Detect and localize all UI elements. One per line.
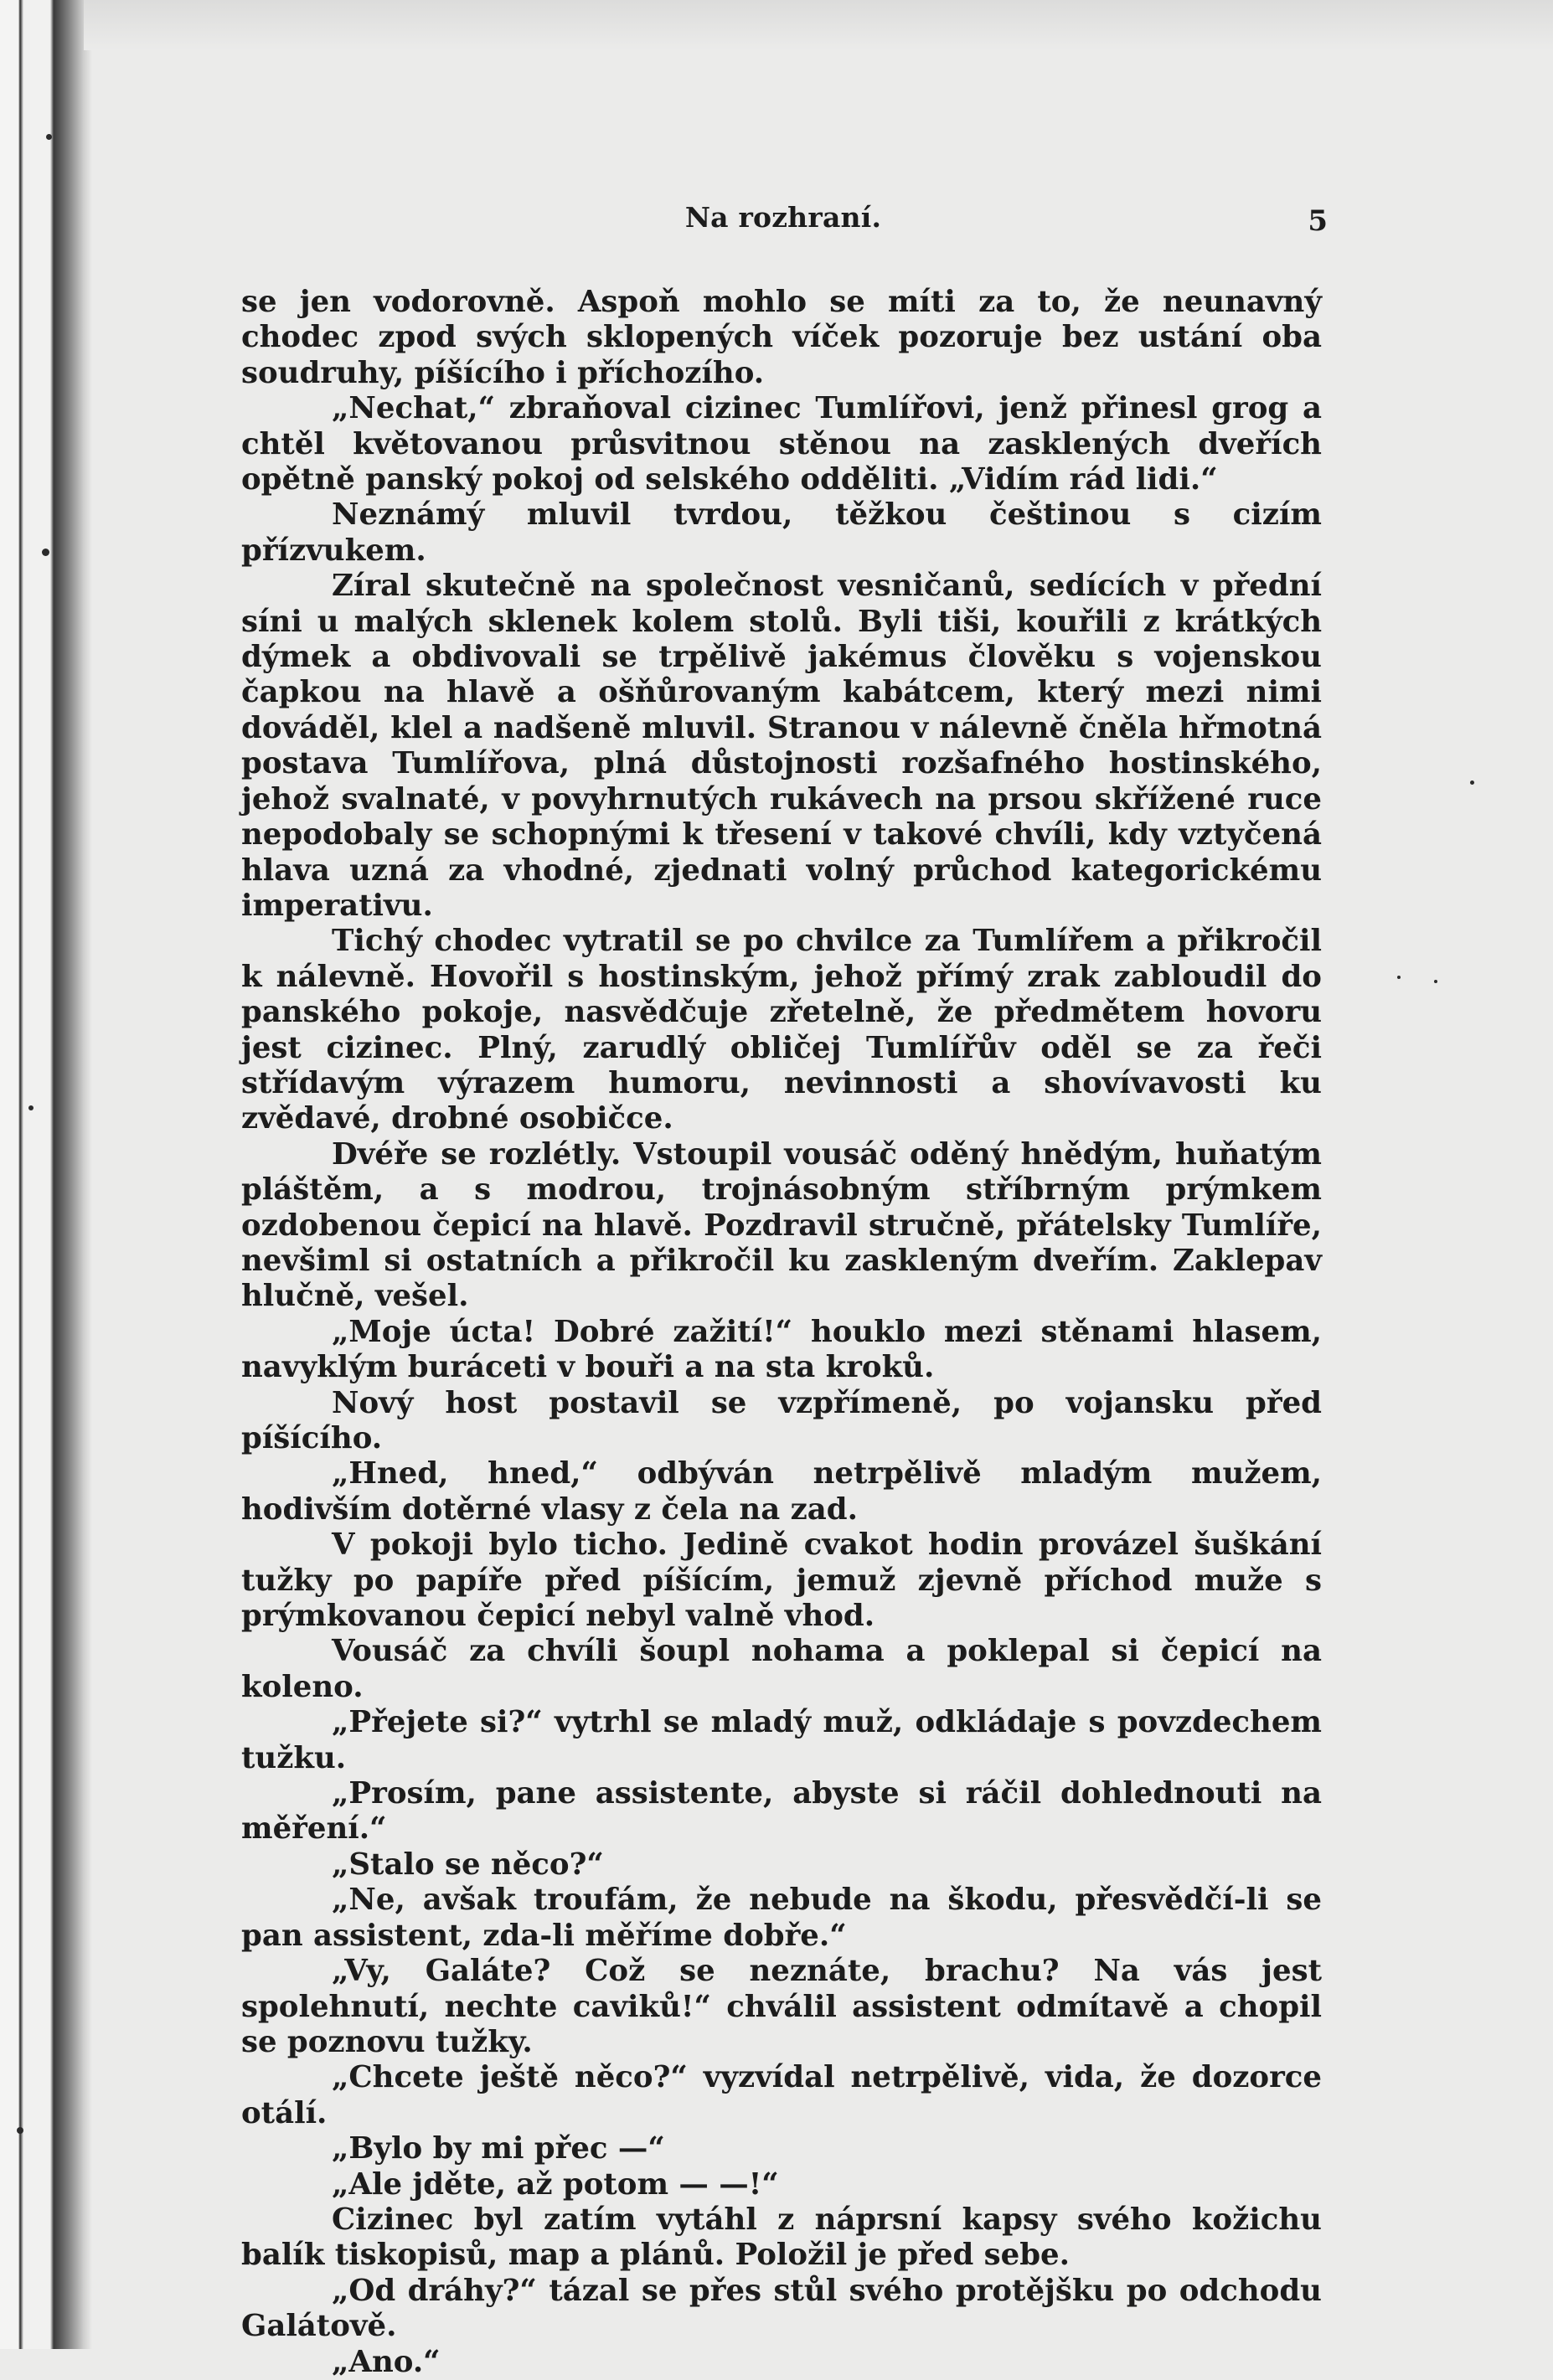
page-shadow xyxy=(84,0,1553,50)
paragraph: „Ano.“ xyxy=(332,2344,441,2379)
paragraph: Neznámý mluvil tvrdou, těžkou češtinou s cizím přízvukem. xyxy=(241,497,1322,568)
page-header xyxy=(243,201,1328,251)
ink-speck xyxy=(42,549,49,556)
ink-speck xyxy=(28,1105,34,1110)
paragraph: Cizinec byl zatím vytáhl z náprsní kapsy svého kožichu balík tiskopisů, map a plánů. Položil je před sebe. xyxy=(241,2202,1322,2273)
paragraph: Vousáč za chvíli šoupl nohama a poklepal si čepicí na koleno. xyxy=(241,1634,1322,1704)
paragraph: Zíral skutečně na společnost vesničanů, sedících v přední síni u malých sklenek kolem stolů. Byli tiši, kouřili z krátkých dýmek a obdivovali se trpělivě jakémus člověku s vojenskou čapkou na hlavě a ošňůrovaným kabátcem, který mezi nimi dováděl, klel a nadšeně mluvil. Stranou v nálevně čněla hřmotná postava Tumlířova, plná důstojnosti rozšafného hostinského, jehož svalnaté, v povyhrnutých rukávech na prsou skřížené ruce nepodobaly se schopnými k třesení v takové chvíli, kdy vztyčená hlava uzná za vhodné, zjednati volný průchod kategorickému imperativu. xyxy=(241,569,1322,923)
page-number: 5 xyxy=(1308,204,1328,238)
paragraph: „Moje úcta! Dobré zažití!“ houklo mezi stěnami hlasem, navyklým buráceti v bouři a na sta kroků. xyxy=(241,1314,1322,1385)
paragraph: „Nechat,“ zbraňoval cizinec Tumlířovi, jenž přinesl grog a chtěl květovanou průsvitnou stěnou na zasklených dveřích opětně panský pokoj od selského odděliti. „Vidím rád lidi.“ xyxy=(241,391,1322,497)
paragraph: „Od dráhy?“ tázal se přes stůl svého protějšku po odchodu Galátově. xyxy=(241,2273,1322,2344)
ink-speck xyxy=(46,134,52,140)
paragraph: „Ale jděte, až potom — —!“ xyxy=(332,2166,779,2202)
paragraph: „Prosím, pane assistente, abyste si ráčil dohlednouti na měření.“ xyxy=(241,1776,1322,1847)
paragraph: V pokoji bylo ticho. Jedině cvakot hodin provázel šuškání tužky po papíře před píšícím, jemuž zjevně příchod muže s prýmkovanou čepicí nebyl valně vhod. xyxy=(241,1527,1322,1634)
paragraph: „Vy, Galáte? Což se neznáte, brachu? Na vás jest spolehnutí, nechte caviků!“ chválil assistent odmítavě a chopil se poznovu tužky. xyxy=(241,1954,1322,2059)
paragraph: „Stalo se něco?“ xyxy=(332,1847,604,1882)
running-head: Na rozhraní. xyxy=(684,201,882,234)
ink-speck xyxy=(1434,980,1437,983)
book-page-edge xyxy=(0,0,92,2349)
paragraph: se jen vodorovně. Aspoň mohlo se míti za to, že neunavný chodec zpod svých sklopených víček pozoruje bez ustání oba soudruhy, píšícího i příchozího. xyxy=(241,285,1322,390)
paragraph: „Ne, avšak troufám, že nebude na škodu, přesvědčí-li se pan assistent, zda-li měříme dobře.“ xyxy=(241,1883,1322,1953)
paragraph: Nový host postavil se vzpřímeně, po vojansku před píšícího. xyxy=(241,1385,1322,1455)
paragraph: „Přejete si?“ vytrhl se mladý muž, odkládaje s povzdechem tužku. xyxy=(241,1705,1322,1775)
paragraph: Tichý chodec vytratil se po chvilce za Tumlířem a přikročil k nálevně. Hovořil s hostinským, jehož přímý zrak zabloudil do panského pokoje, nasvědčuje zřetelně, že předmětem hovoru jest cizinec. Plný, zarudlý obličej Tumlířův oděl se za řeči střídavým výrazem humoru, nevinnosti a shovívavosti ku zvědavé, drobné osobičce. xyxy=(241,924,1322,1136)
paragraph: Dvéře se rozlétly. Vstoupil vousáč oděný hnědým, huňatým pláštěm, a s modrou, trojnásobným stříbrným prýmkem ozdobenou čepicí na hlavě. Pozdravil stručně, přátelsky Tumlíře, nevšiml si ostatních a přikročil ku zaskleným dveřím. Zaklepav hlučně, vešel. xyxy=(241,1136,1322,1314)
paragraph: „Chcete ještě něco?“ vyzvídal netrpělivě, vida, že dozorce otálí. xyxy=(241,2060,1322,2130)
ink-speck xyxy=(1470,780,1474,785)
body-text xyxy=(241,285,1322,2380)
ink-speck xyxy=(1397,976,1401,979)
ink-speck xyxy=(17,2127,23,2134)
paragraph: „Hned, hned,“ odbýván netrpělivě mladým mužem, hodivším dotěrné vlasy z čela na zad. xyxy=(241,1456,1322,1527)
paragraph: „Bylo by mi přec —“ xyxy=(332,2131,665,2166)
